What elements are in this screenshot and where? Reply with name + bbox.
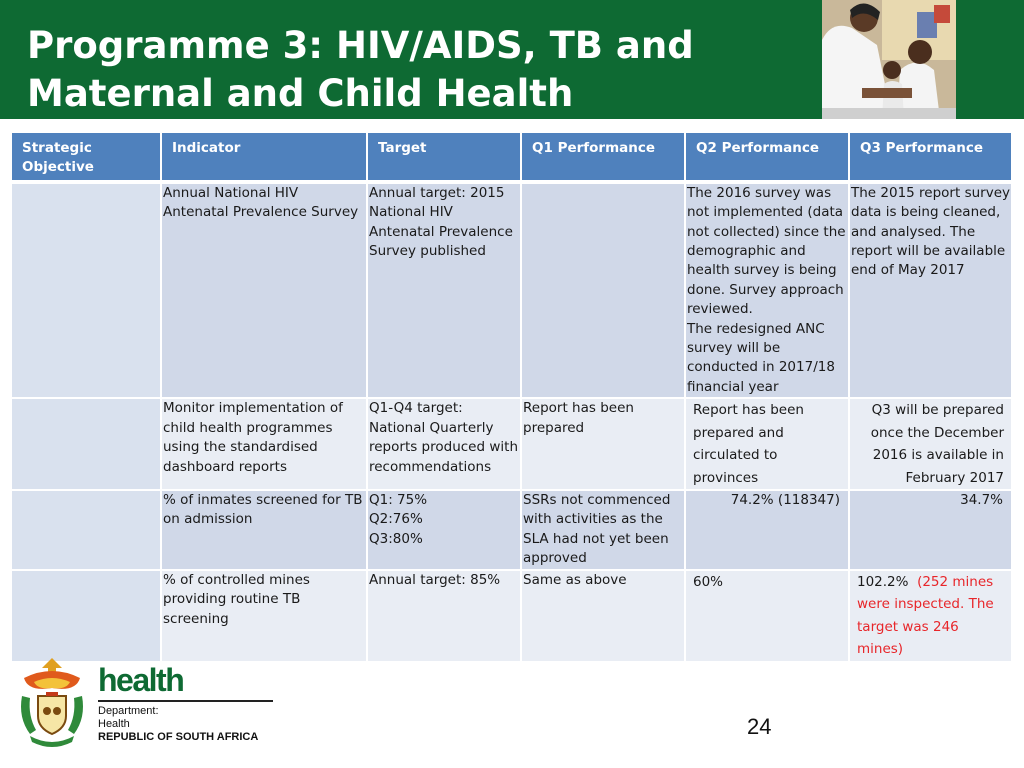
header-indicator: Indicator xyxy=(161,133,367,182)
header-q3-performance: Q3 Performance xyxy=(849,133,1012,182)
indicator-cell: % of controlled mines providing routine TB screening xyxy=(161,570,367,662)
q1-cell: Same as above xyxy=(521,570,685,662)
objective-cell xyxy=(12,490,161,570)
health-wordmark: health xyxy=(98,662,184,698)
title-line-2: Maternal and Child Health xyxy=(27,72,574,115)
south-africa-coat-of-arms-icon xyxy=(16,656,88,750)
target-cell xyxy=(367,490,521,570)
q3-cell: The 2015 report survey data is being cleaned, and analysed. The report will be available end of May 2017 xyxy=(849,182,1012,398)
target-cell: Q1-Q4 target: National Quarterly reports produced with recommendations xyxy=(367,398,521,490)
q2-cell: 60% xyxy=(685,570,849,662)
table-row xyxy=(12,182,1012,398)
header-strategic-objective: Strategic Objective xyxy=(12,133,161,182)
target-line-q2: Q2:76% xyxy=(369,511,423,528)
target-line-q3: Q3:80% xyxy=(369,530,423,547)
q1-cell: Report has been prepared xyxy=(521,398,685,490)
department-label xyxy=(98,705,258,744)
dept-line-3: REPUBLIC OF SOUTH AFRICA xyxy=(98,731,259,743)
q2-text-1: The 2016 survey was not implemented (data not collected) since the demographic and health survey is being done. Survey approach reviewed. xyxy=(687,184,846,318)
header-q1-performance: Q1 Performance xyxy=(521,133,685,182)
indicator-cell: Monitor implementation of child health programmes using the standardised dashboard reports xyxy=(161,398,367,490)
q2-text-2: The redesigned ANC survey will be conducted in 2017/18 financial year xyxy=(687,320,835,395)
q1-cell: SSRs not commenced with activities as the SLA had not yet been approved xyxy=(521,490,685,570)
q3-note: (252 mines were inspected. The target was 246 mines) xyxy=(857,573,994,658)
q2-cell: Report has been prepared and circulated to provinces xyxy=(685,398,849,490)
header-q2-performance: Q2 Performance xyxy=(685,133,849,182)
slide-header xyxy=(0,0,1024,119)
dept-line-1: Department: xyxy=(98,705,159,717)
q2-cell xyxy=(685,182,849,398)
table-row xyxy=(12,490,1012,570)
objective-cell xyxy=(12,570,161,662)
wordmark-divider xyxy=(98,700,273,702)
indicator-cell: % of inmates screened for TB on admission xyxy=(161,490,367,570)
q3-cell: 34.7% xyxy=(849,490,1012,570)
header-photo xyxy=(822,0,956,119)
coat-of-arms-logo xyxy=(16,656,88,750)
target-line-q1: Q1: 75% xyxy=(369,491,428,508)
health-worker-photo-icon xyxy=(822,0,956,119)
table-row xyxy=(12,570,1012,662)
title-line-1: Programme 3: HIV/AIDS, TB and xyxy=(27,24,694,67)
q1-cell xyxy=(521,182,685,398)
objective-cell xyxy=(12,182,161,398)
dept-line-2: Health xyxy=(98,718,130,730)
q3-cell: Q3 will be prepared once the December 2016 is available in February 2017 xyxy=(849,398,1012,490)
table-row xyxy=(12,398,1012,490)
slide-title xyxy=(27,22,807,118)
indicator-cell: Annual National HIV Antenatal Prevalence Survey xyxy=(161,182,367,398)
objective-cell xyxy=(12,398,161,490)
q3-value: 102.2% xyxy=(857,573,909,590)
target-cell: Annual target: 2015 National HIV Antenatal Prevalence Survey published xyxy=(367,182,521,398)
page-number: 24 xyxy=(747,714,772,739)
performance-table xyxy=(12,133,1013,663)
table-header-row xyxy=(12,133,1012,182)
header-target: Target xyxy=(367,133,521,182)
target-cell: Annual target: 85% xyxy=(367,570,521,662)
q3-cell xyxy=(849,570,1012,662)
q2-cell: 74.2% (118347) xyxy=(685,490,849,570)
